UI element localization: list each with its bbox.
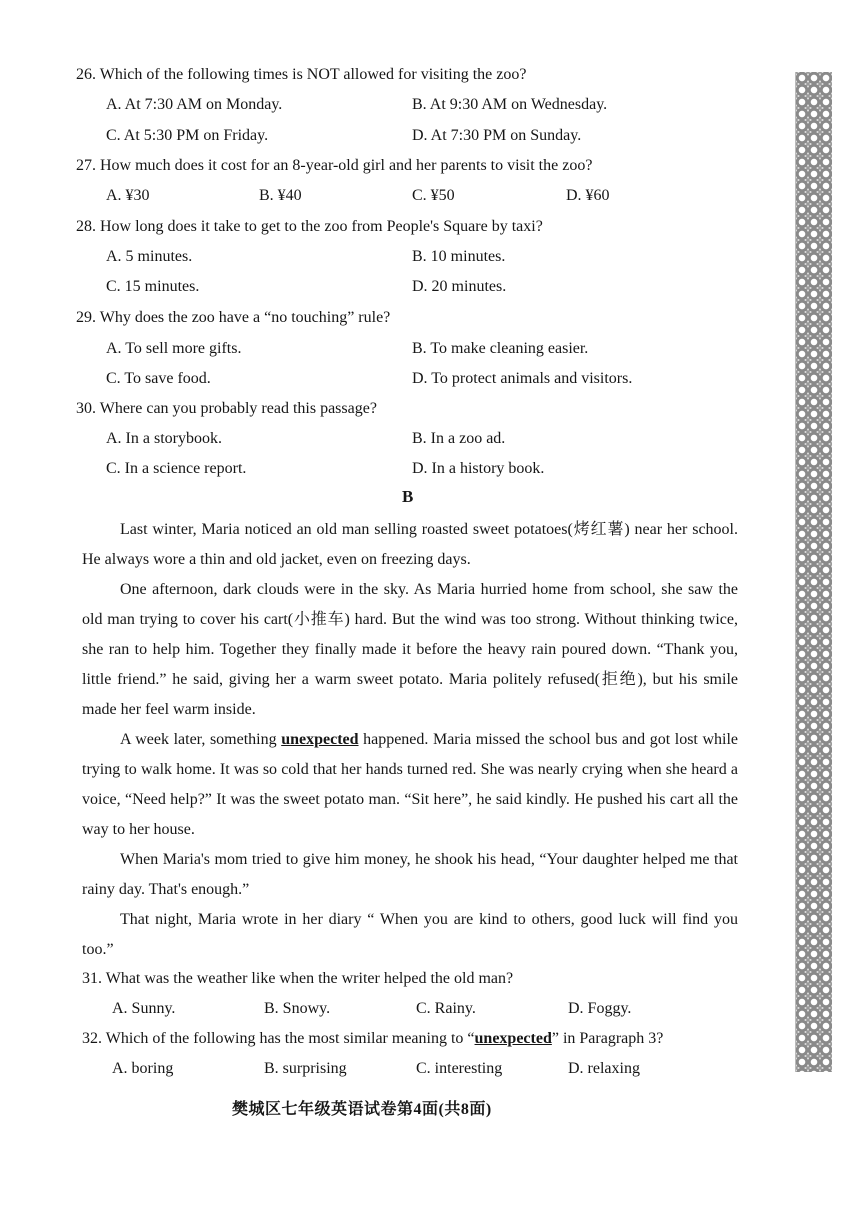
question-29-stem: 29. Why does the zoo have a “no touching” rule? [76,309,391,326]
q27-option-a: A. ¥30 [106,187,150,204]
page-footer: 樊城区七年级英语试卷第4面(共8面) [232,1101,492,1118]
paragraph-3-text-end: happened. Maria missed the school bus and got lost while trying to walk home. It was so cold that her hands turned red. She was nearly crying when she heard a voice, “Need help?” It was the sweet potato man. “Sit here”, he said kindly. He pushed his cart all the way to her house. [82,731,738,838]
passage-paragraph-5 [82,905,738,965]
passage-paragraph-4 [82,845,738,905]
q30-option-d: D. In a history book. [412,460,545,477]
question-32-stem-end: ” in Paragraph 3? [551,1030,664,1047]
paragraph-2-text: One afternoon, dark clouds were in the sky. As Maria hurried home from school, she saw the old man trying to cover his cart(小推车) hard. But the wind was too strong. Without thinking twice, she ran to help him. Together they finally made it before the heavy rain poured down. “Thank you, little friend.” he said, giving her a warm sweet potato. Maria politely refused(拒绝), but his smile made her feel warm inside. [82,581,738,718]
question-31-stem: 31. What was the weather like when the writer helped the old man? [82,970,514,987]
paragraph-5-text: That night, Maria wrote in her diary “ When you are kind to others, good luck will find you too.” [82,911,738,958]
q32-option-a: A. boring [112,1060,174,1077]
q27-option-c: C. ¥50 [412,187,455,204]
q32-option-d: D. relaxing [568,1060,640,1077]
question-28-stem: 28. How long does it take to get to the zoo from People's Square by taxi? [76,218,543,235]
passage-paragraph-2 [82,575,738,725]
q28-option-c: C. 15 minutes. [106,278,200,295]
paragraph-1-text: Last winter, Maria noticed an old man selling roasted sweet potatoes(烤红薯) near her school. He always wore a thin and old jacket, even on freezing days. [82,521,738,568]
q30-option-a: A. In a storybook. [106,430,222,447]
q27-option-b: B. ¥40 [259,187,302,204]
binding-strip-pattern [795,72,832,1072]
q32-option-b: B. surprising [264,1060,347,1077]
paragraph-3-text-start: A week later, something [120,731,282,748]
question-32-stem-start: 32. Which of the following has the most similar meaning to “ [82,1030,475,1047]
q30-option-b: B. In a zoo ad. [412,430,506,447]
q26-option-b: B. At 9:30 AM on Wednesday. [412,96,608,113]
q29-option-c: C. To save food. [106,370,211,387]
q29-option-b: B. To make cleaning easier. [412,340,589,357]
question-32-stem [82,1030,663,1048]
q27-option-d: D. ¥60 [566,187,610,204]
question-27-stem: 27. How much does it cost for an 8-year-old girl and her parents to visit the zoo? [76,157,593,174]
section-b-heading: B [402,487,414,506]
paragraph-4-text: When Maria's mom tried to give him money, he shook his head, “Your daughter helped me that rainy day. That's enough.” [82,851,738,898]
q31-option-c: C. Rainy. [416,1000,476,1017]
question-30-stem: 30. Where can you probably read this passage? [76,400,377,417]
q28-option-a: A. 5 minutes. [106,248,193,265]
q31-option-d: D. Foggy. [568,1000,632,1017]
q30-option-c: C. In a science report. [106,460,247,477]
question-32-keyword: unexpected [474,1030,552,1047]
keyword-unexpected: unexpected [281,731,359,748]
q29-option-a: A. To sell more gifts. [106,340,242,357]
q29-option-d: D. To protect animals and visitors. [412,370,633,387]
q31-option-a: A. Sunny. [112,1000,176,1017]
passage-paragraph-1 [82,515,738,575]
q32-option-c: C. interesting [416,1060,503,1077]
q26-option-d: D. At 7:30 PM on Sunday. [412,127,582,144]
q26-option-c: C. At 5:30 PM on Friday. [106,127,269,144]
q31-option-b: B. Snowy. [264,1000,331,1017]
passage-paragraph-3 [82,725,738,845]
q26-option-a: A. At 7:30 AM on Monday. [106,96,283,113]
q28-option-b: B. 10 minutes. [412,248,506,265]
question-26-stem: 26. Which of the following times is NOT allowed for visiting the zoo? [76,66,527,83]
q28-option-d: D. 20 minutes. [412,278,507,295]
